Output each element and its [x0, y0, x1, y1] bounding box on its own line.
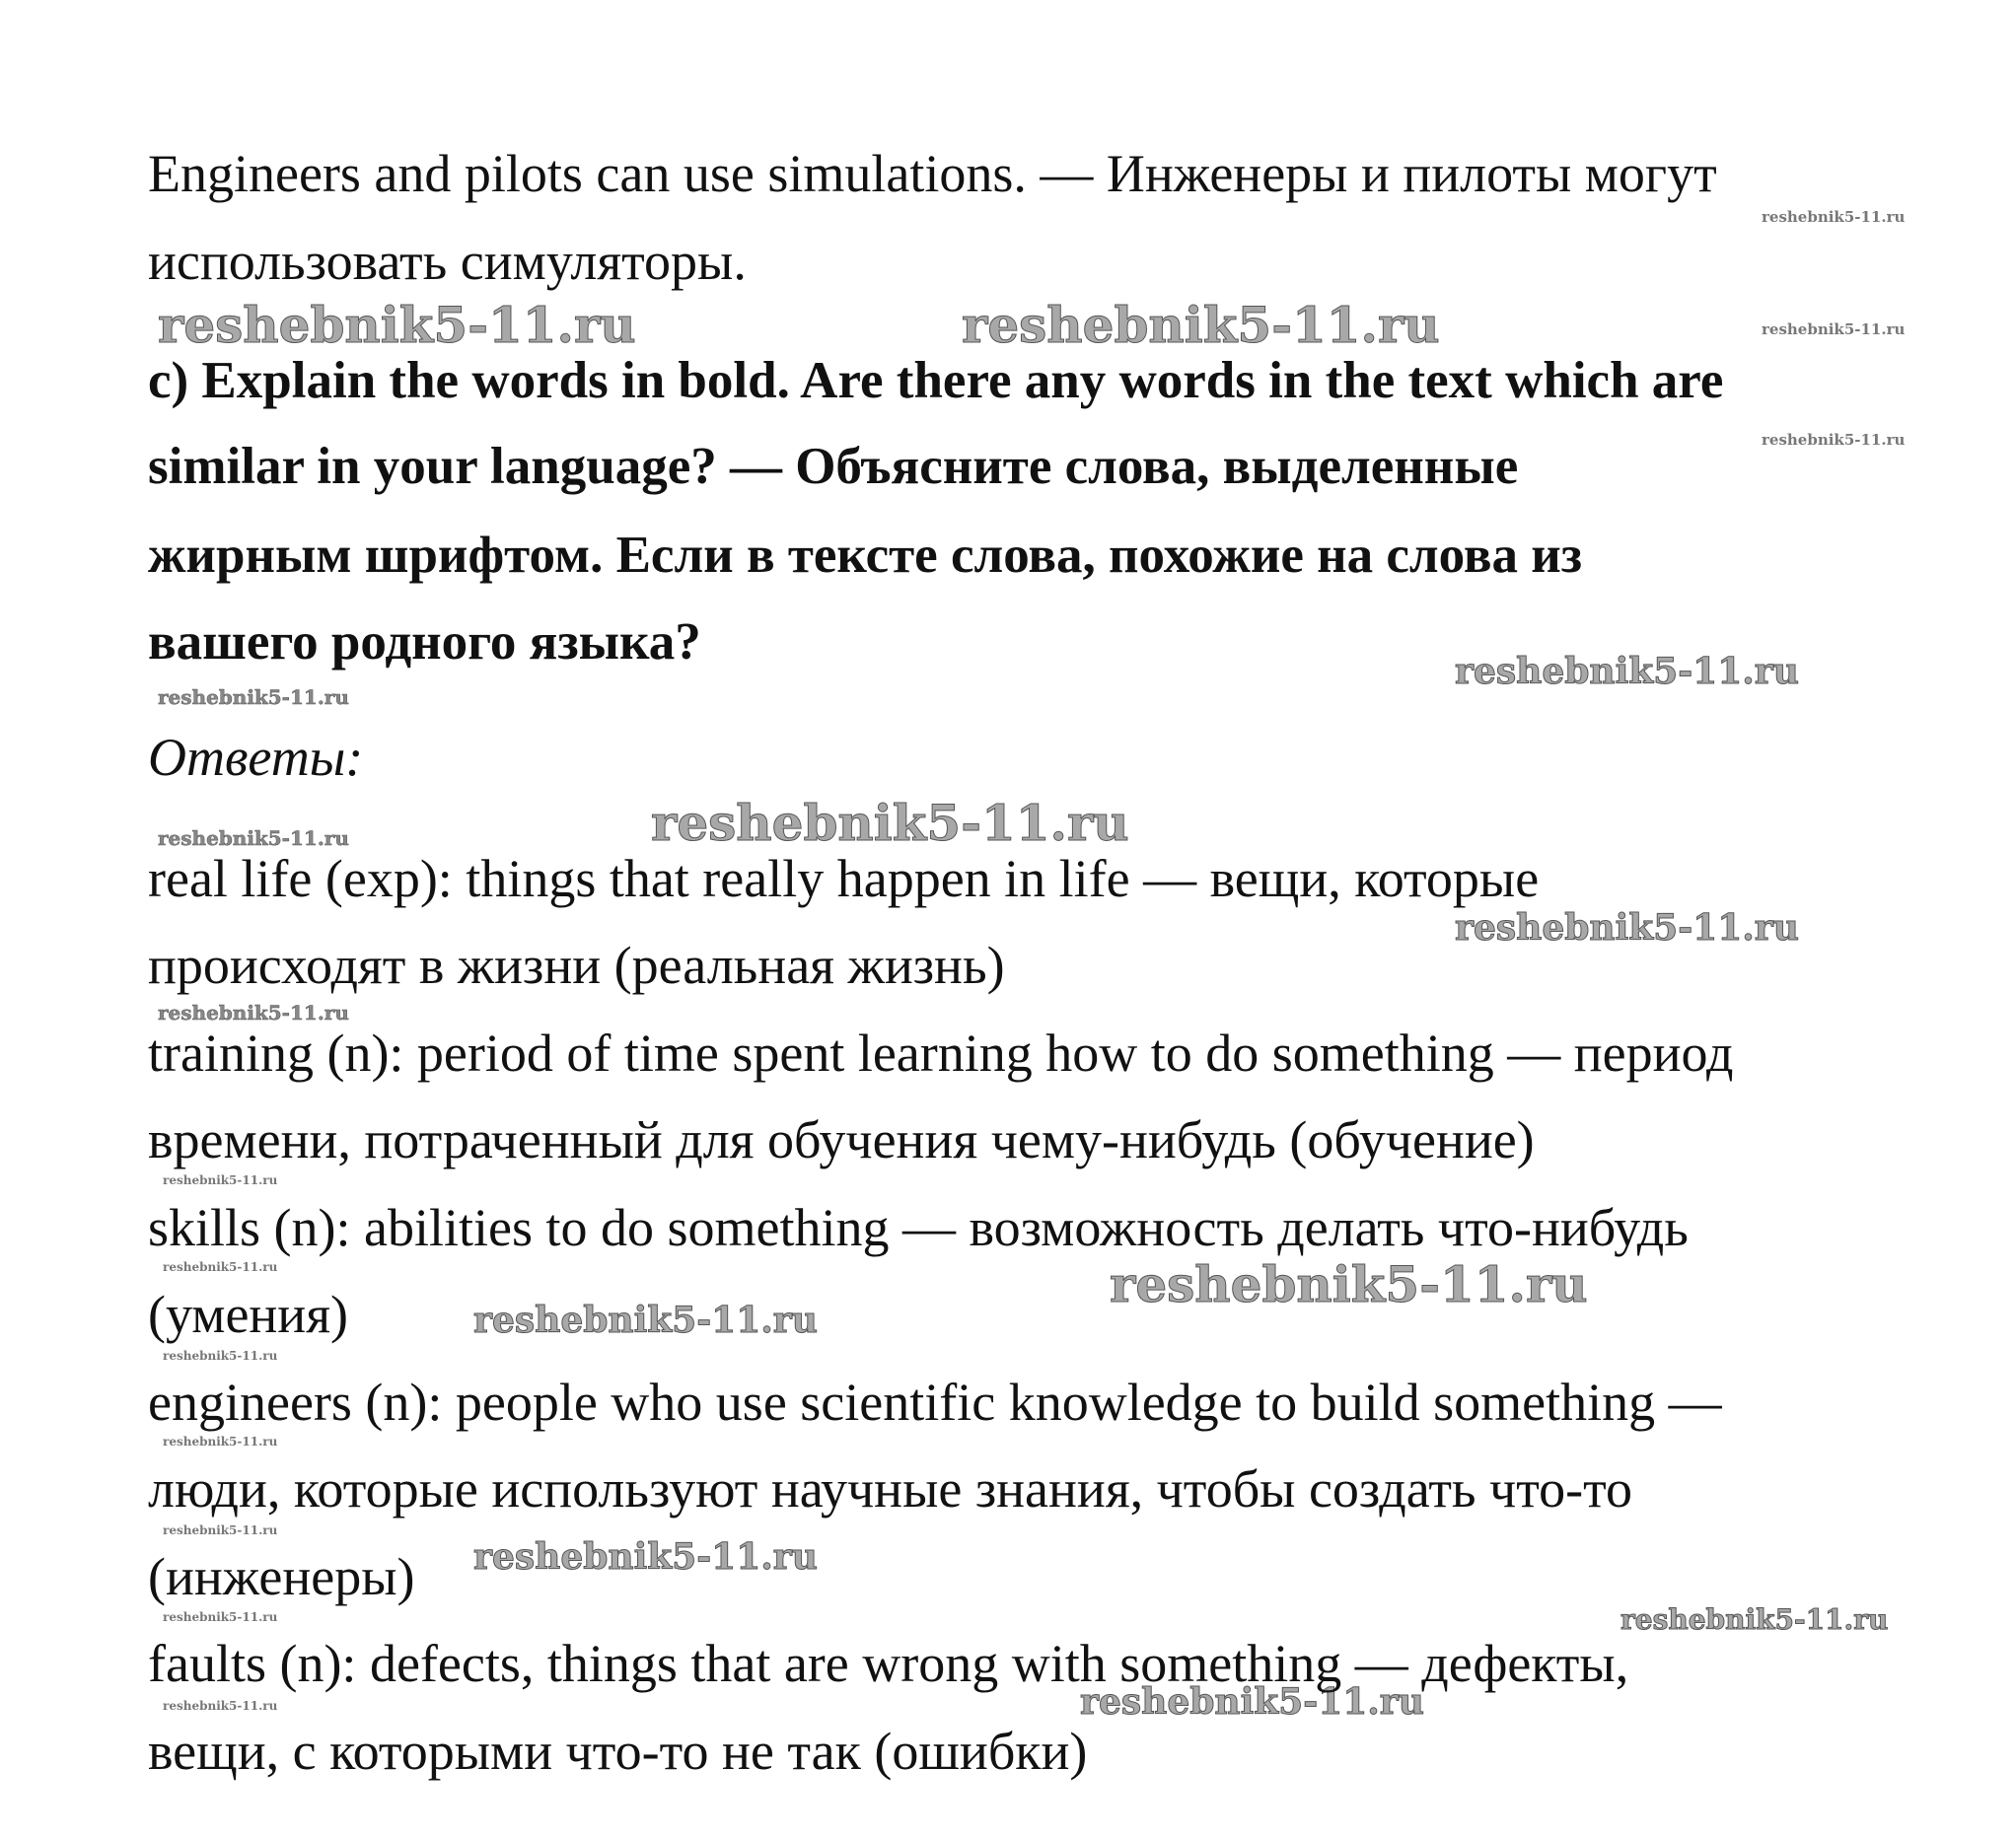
watermark: reshebnik5-11.ru [1455, 651, 1799, 692]
watermark: reshebnik5-11.ru [1762, 431, 1906, 449]
watermark: reshebnik5-11.ru [1762, 320, 1906, 338]
task-heading: c) Explain the words in bold. Are there any words in the text which are [148, 352, 1724, 409]
watermark: reshebnik5-11.ru [1455, 907, 1799, 949]
text-line: использовать симуляторы. [148, 232, 747, 291]
answer-line: faults (n): defects, things that are wrong with something — дефекты, [148, 1634, 1629, 1693]
watermark: reshebnik5-11.ru [163, 1610, 278, 1624]
watermark: reshebnik5-11.ru [163, 1173, 278, 1187]
watermark: reshebnik5-11.ru [1620, 1603, 1889, 1636]
watermark: reshebnik5-11.ru [158, 685, 349, 709]
watermark: reshebnik5-11.ru [158, 1001, 349, 1025]
watermark: reshebnik5-11.ru [1110, 1255, 1588, 1313]
watermark: reshebnik5-11.ru [1080, 1681, 1424, 1723]
answer-line: training (n): period of time spent learning how to do something — период [148, 1024, 1734, 1083]
watermark: reshebnik5-11.ru [163, 1435, 278, 1449]
answer-line: skills (n): abilities to do something — возможность делать что-нибудь [148, 1198, 1689, 1257]
answer-line: вещи, с которыми что-то не так (ошибки) [148, 1722, 1088, 1781]
answer-line: engineers (n): people who use scientific knowledge to build something — [148, 1373, 1722, 1432]
watermark: reshebnik5-11.ru [163, 1523, 278, 1537]
answer-line: люди, которые используют научные знания, чтобы создать что-то [148, 1459, 1632, 1519]
watermark: reshebnik5-11.ru [163, 1349, 278, 1363]
answer-line: (умения) [148, 1285, 349, 1344]
watermark: reshebnik5-11.ru [473, 1536, 818, 1578]
watermark: reshebnik5-11.ru [163, 1260, 278, 1274]
answers-label: Ответы: [148, 728, 364, 787]
text-line: Engineers and pilots can use simulations. — Инженеры и пилоты могут [148, 144, 1717, 203]
answer-line: (инженеры) [148, 1547, 415, 1606]
watermark: reshebnik5-11.ru [158, 826, 349, 850]
watermark: reshebnik5-11.ru [163, 1699, 278, 1713]
answer-line: real life (exp): things that really happen in life — вещи, которые [148, 849, 1540, 908]
watermark: reshebnik5-11.ru [962, 296, 1440, 354]
watermark: reshebnik5-11.ru [473, 1300, 818, 1341]
watermark: reshebnik5-11.ru [651, 794, 1129, 852]
task-heading: вашего родного языка? [148, 613, 701, 671]
task-heading: similar in your language? — Объясните слова, выделенные [148, 438, 1519, 495]
watermark: reshebnik5-11.ru [1762, 208, 1906, 226]
watermark: reshebnik5-11.ru [158, 296, 636, 354]
answer-line: времени, потраченный для обучения чему-нибудь (обучение) [148, 1110, 1535, 1169]
task-heading: жирным шрифтом. Если в тексте слова, похожие на слова из [148, 527, 1583, 584]
answer-line: происходят в жизни (реальная жизнь) [148, 936, 1005, 995]
